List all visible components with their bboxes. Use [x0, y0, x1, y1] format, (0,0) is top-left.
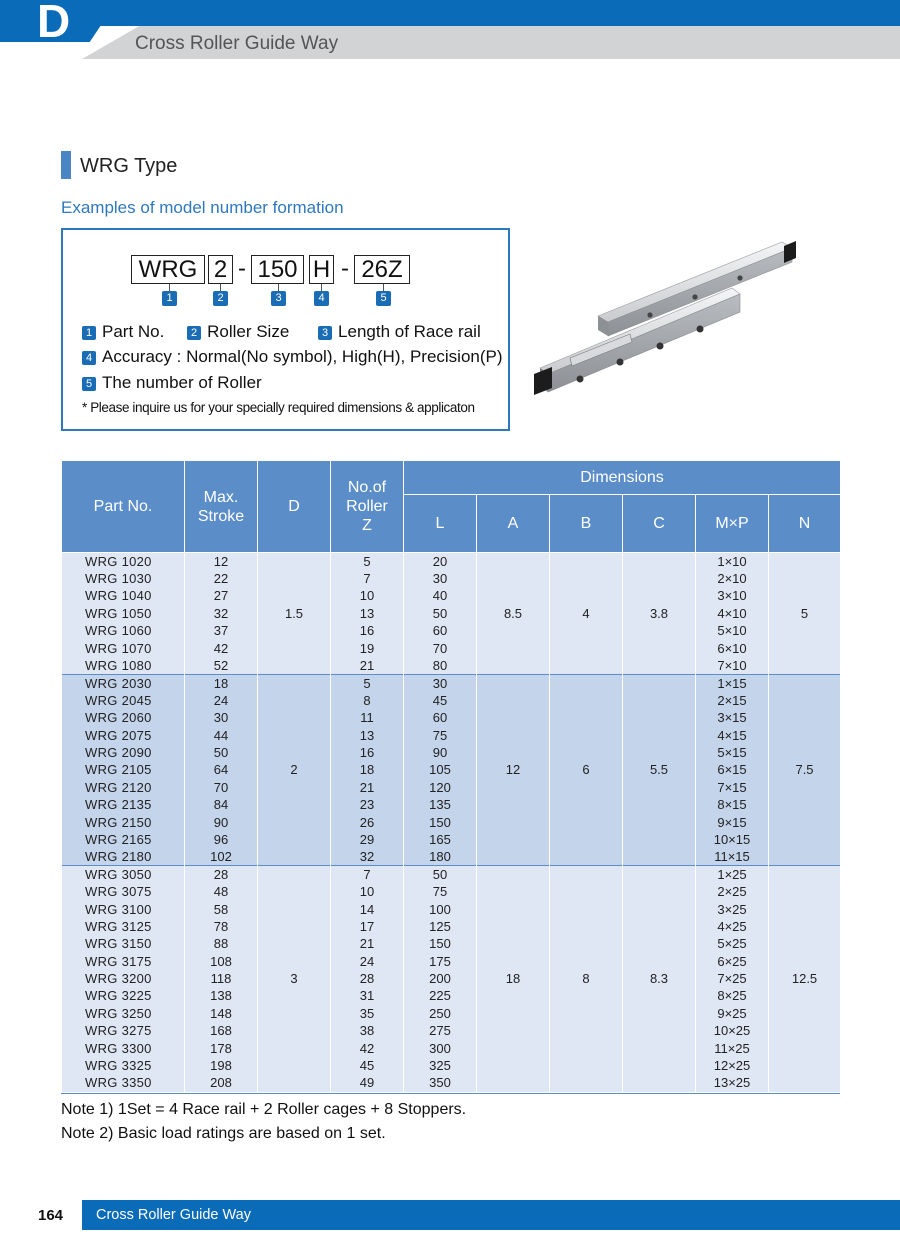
- cell-l: 60: [404, 622, 477, 639]
- table-row: [62, 553, 841, 570]
- cell-max-stroke: 30: [185, 709, 258, 726]
- legend-row: [82, 347, 503, 367]
- cell-mxp: 7×10: [696, 657, 769, 674]
- cell-max-stroke: 178: [185, 1039, 258, 1056]
- header-part-no: Part No.: [62, 461, 185, 553]
- cell-mxp: 6×25: [696, 952, 769, 969]
- table-row: [62, 726, 841, 743]
- header-l: L: [404, 495, 477, 553]
- cell-l: 90: [404, 744, 477, 761]
- section-marker: [61, 151, 71, 179]
- legend-text: Accuracy : Normal(No symbol), High(H), Precision(P): [102, 347, 503, 366]
- cell-n: 7.5: [769, 674, 841, 865]
- cell-max-stroke: 27: [185, 587, 258, 604]
- cell-mxp: 1×25: [696, 866, 769, 883]
- cell-mxp: 6×15: [696, 761, 769, 778]
- model-part-accuracy: H: [309, 255, 334, 284]
- header-c: C: [623, 495, 696, 553]
- table-row: [62, 1057, 841, 1074]
- cell-max-stroke: 84: [185, 796, 258, 813]
- cell-roller-count: 14: [331, 900, 404, 917]
- model-part-size: 2: [208, 255, 233, 284]
- header-text: No.of: [347, 479, 387, 496]
- number-badge: 2: [213, 291, 228, 306]
- cell-l: 350: [404, 1074, 477, 1091]
- table-bottom-rule: [61, 1093, 840, 1094]
- cell-roller-count: 49: [331, 1074, 404, 1091]
- cell-max-stroke: 42: [185, 639, 258, 656]
- cell-roller-count: 28: [331, 970, 404, 987]
- cell-part-no: WRG 3250: [62, 1005, 185, 1022]
- header-dimensions: Dimensions: [404, 461, 841, 495]
- cell-roller-count: 26: [331, 813, 404, 830]
- inquiry-note: * Please inquire us for your specially required dimensions & applicaton: [82, 400, 475, 415]
- header-title: Cross Roller Guide Way: [135, 33, 339, 54]
- cell-l: 60: [404, 709, 477, 726]
- cell-part-no: WRG 2165: [62, 831, 185, 848]
- cell-mxp: 3×15: [696, 709, 769, 726]
- cell-a: 8.5: [477, 553, 550, 675]
- model-number-box: [61, 228, 510, 431]
- cell-l: 80: [404, 657, 477, 674]
- cell-b: 4: [550, 553, 623, 675]
- cell-mxp: 2×25: [696, 883, 769, 900]
- header-b: B: [550, 495, 623, 553]
- cell-max-stroke: 24: [185, 692, 258, 709]
- cell-mxp: 5×10: [696, 622, 769, 639]
- cell-mxp: 2×10: [696, 570, 769, 587]
- section-subtitle: Examples of model number formation: [61, 198, 344, 217]
- cell-max-stroke: 50: [185, 744, 258, 761]
- cell-l: 325: [404, 1057, 477, 1074]
- table-row: [62, 918, 841, 935]
- cell-l: 30: [404, 570, 477, 587]
- table-row: [62, 692, 841, 709]
- cell-max-stroke: 22: [185, 570, 258, 587]
- cell-l: 50: [404, 605, 477, 622]
- table-row: [62, 970, 841, 987]
- legend-badge: 2: [187, 326, 201, 340]
- legend-badge: 1: [82, 326, 96, 340]
- table-row: [62, 883, 841, 900]
- cell-l: 165: [404, 831, 477, 848]
- header-band: [0, 0, 900, 26]
- cell-part-no: WRG 1060: [62, 622, 185, 639]
- table-row: [62, 622, 841, 639]
- cell-l: 275: [404, 1022, 477, 1039]
- cell-max-stroke: 52: [185, 657, 258, 674]
- cell-roller-count: 13: [331, 726, 404, 743]
- table-row: [62, 900, 841, 917]
- cell-b: 8: [550, 866, 623, 1092]
- legend-badge: 3: [318, 326, 332, 340]
- spec-table-body: [62, 553, 841, 1092]
- legend-text: Roller Size: [207, 322, 290, 341]
- cell-part-no: WRG 2030: [62, 674, 185, 691]
- page-number: 164: [38, 1207, 64, 1224]
- cell-max-stroke: 64: [185, 761, 258, 778]
- table-row: [62, 1022, 841, 1039]
- cell-max-stroke: 198: [185, 1057, 258, 1074]
- table-row: [62, 796, 841, 813]
- cell-max-stroke: 48: [185, 883, 258, 900]
- table-row: [62, 1039, 841, 1056]
- cell-mxp: 4×25: [696, 918, 769, 935]
- cross-roller-rail-illustration: [520, 228, 820, 408]
- cell-roller-count: 5: [331, 553, 404, 570]
- cell-part-no: WRG 3150: [62, 935, 185, 952]
- cell-n: 5: [769, 553, 841, 675]
- header-text: Z: [362, 517, 372, 534]
- cell-n: 12.5: [769, 866, 841, 1092]
- cell-l: 150: [404, 935, 477, 952]
- model-dash: -: [341, 255, 349, 282]
- cell-roller-count: 16: [331, 622, 404, 639]
- cell-l: 45: [404, 692, 477, 709]
- footer-title: Cross Roller Guide Way: [96, 1207, 251, 1223]
- chapter-letter: D: [37, 0, 71, 47]
- cell-max-stroke: 118: [185, 970, 258, 987]
- cell-mxp: 10×15: [696, 831, 769, 848]
- model-part-series: WRG: [131, 255, 205, 284]
- cell-roller-count: 21: [331, 779, 404, 796]
- cell-max-stroke: 58: [185, 900, 258, 917]
- cell-l: 120: [404, 779, 477, 796]
- cell-l: 100: [404, 900, 477, 917]
- cell-l: 50: [404, 866, 477, 883]
- cell-part-no: WRG 2060: [62, 709, 185, 726]
- table-row: [62, 813, 841, 830]
- cell-part-no: WRG 3050: [62, 866, 185, 883]
- cell-mxp: 5×25: [696, 935, 769, 952]
- cell-l: 70: [404, 639, 477, 656]
- cell-l: 180: [404, 848, 477, 865]
- table-row: [62, 779, 841, 796]
- cell-d: 2: [258, 674, 331, 865]
- cell-roller-count: 7: [331, 570, 404, 587]
- cell-roller-count: 29: [331, 831, 404, 848]
- cell-part-no: WRG 2105: [62, 761, 185, 778]
- cell-b: 6: [550, 674, 623, 865]
- cell-l: 75: [404, 883, 477, 900]
- cell-mxp: 13×25: [696, 1074, 769, 1091]
- cell-d: 3: [258, 866, 331, 1092]
- cell-mxp: 8×25: [696, 987, 769, 1004]
- cell-part-no: WRG 1050: [62, 605, 185, 622]
- table-row: [62, 639, 841, 656]
- cell-max-stroke: 70: [185, 779, 258, 796]
- cell-part-no: WRG 2045: [62, 692, 185, 709]
- cell-roller-count: 38: [331, 1022, 404, 1039]
- cell-part-no: WRG 3100: [62, 900, 185, 917]
- cell-l: 225: [404, 987, 477, 1004]
- cell-max-stroke: 138: [185, 987, 258, 1004]
- legend-text: The number of Roller: [102, 373, 262, 392]
- cell-l: 105: [404, 761, 477, 778]
- model-part-length: 150: [251, 255, 304, 284]
- cell-c: 5.5: [623, 674, 696, 865]
- cell-max-stroke: 108: [185, 952, 258, 969]
- cell-l: 200: [404, 970, 477, 987]
- table-row: [62, 987, 841, 1004]
- header-roller-count: [331, 461, 404, 553]
- cell-roller-count: 17: [331, 918, 404, 935]
- header-d: D: [258, 461, 331, 553]
- cell-roller-count: 11: [331, 709, 404, 726]
- cell-l: 20: [404, 553, 477, 570]
- number-badge: 5: [376, 291, 391, 306]
- cell-part-no: WRG 3200: [62, 970, 185, 987]
- legend-badge: 5: [82, 377, 96, 391]
- table-row: [62, 587, 841, 604]
- cell-roller-count: 10: [331, 587, 404, 604]
- cell-part-no: WRG 2075: [62, 726, 185, 743]
- cell-max-stroke: 37: [185, 622, 258, 639]
- cell-c: 3.8: [623, 553, 696, 675]
- model-part-rollers: 26Z: [354, 255, 410, 284]
- cell-part-no: WRG 1080: [62, 657, 185, 674]
- cell-mxp: 9×25: [696, 1005, 769, 1022]
- cell-max-stroke: 32: [185, 605, 258, 622]
- cell-c: 8.3: [623, 866, 696, 1092]
- spec-table: [61, 460, 841, 1092]
- cell-part-no: WRG 1040: [62, 587, 185, 604]
- cell-max-stroke: 28: [185, 866, 258, 883]
- cell-max-stroke: 44: [185, 726, 258, 743]
- cell-part-no: WRG 1020: [62, 553, 185, 570]
- cell-part-no: WRG 2180: [62, 848, 185, 865]
- header-mxp: M×P: [696, 495, 769, 553]
- cell-roller-count: 21: [331, 935, 404, 952]
- cell-roller-count: 19: [331, 639, 404, 656]
- cell-mxp: 7×25: [696, 970, 769, 987]
- cell-max-stroke: 102: [185, 848, 258, 865]
- legend-badge: 4: [82, 351, 96, 365]
- cell-mxp: 4×15: [696, 726, 769, 743]
- table-row: [62, 744, 841, 761]
- table-row: [62, 605, 841, 622]
- cell-mxp: 12×25: [696, 1057, 769, 1074]
- cell-mxp: 1×10: [696, 553, 769, 570]
- model-dash: -: [238, 255, 246, 282]
- section-title: WRG Type: [80, 155, 178, 177]
- header-text: Roller: [346, 498, 388, 515]
- cell-part-no: WRG 3300: [62, 1039, 185, 1056]
- cell-l: 150: [404, 813, 477, 830]
- cell-part-no: WRG 2090: [62, 744, 185, 761]
- cell-l: 125: [404, 918, 477, 935]
- cell-roller-count: 10: [331, 883, 404, 900]
- table-row: [62, 674, 841, 691]
- cell-part-no: WRG 2135: [62, 796, 185, 813]
- header-a: A: [477, 495, 550, 553]
- table-row: [62, 952, 841, 969]
- cell-mxp: 3×25: [696, 900, 769, 917]
- cell-roller-count: 24: [331, 952, 404, 969]
- cell-a: 12: [477, 674, 550, 865]
- cell-mxp: 1×15: [696, 674, 769, 691]
- cell-part-no: WRG 3325: [62, 1057, 185, 1074]
- note-1: Note 1) 1Set = 4 Race rail + 2 Roller cages + 8 Stoppers.: [61, 1101, 467, 1118]
- cell-mxp: 11×15: [696, 848, 769, 865]
- legend-text: Part No.: [102, 322, 165, 341]
- cell-max-stroke: 18: [185, 674, 258, 691]
- cell-part-no: WRG 1030: [62, 570, 185, 587]
- cell-mxp: 6×10: [696, 639, 769, 656]
- cell-l: 75: [404, 726, 477, 743]
- header-text: Max.: [203, 488, 239, 506]
- table-row: [62, 831, 841, 848]
- table-row: [62, 866, 841, 883]
- table-row: [62, 570, 841, 587]
- cell-max-stroke: 208: [185, 1074, 258, 1091]
- cell-mxp: 9×15: [696, 813, 769, 830]
- cell-part-no: WRG 3075: [62, 883, 185, 900]
- cell-part-no: WRG 1070: [62, 639, 185, 656]
- table-row: [62, 935, 841, 952]
- cell-part-no: WRG 2150: [62, 813, 185, 830]
- cell-max-stroke: 168: [185, 1022, 258, 1039]
- cell-mxp: 2×15: [696, 692, 769, 709]
- cell-part-no: WRG 3125: [62, 918, 185, 935]
- cell-mxp: 3×10: [696, 587, 769, 604]
- cell-l: 135: [404, 796, 477, 813]
- number-badge: 1: [162, 291, 177, 306]
- cell-roller-count: 21: [331, 657, 404, 674]
- cell-a: 18: [477, 866, 550, 1092]
- table-row: [62, 709, 841, 726]
- cell-part-no: WRG 3350: [62, 1074, 185, 1091]
- legend-row: [82, 373, 262, 393]
- cell-roller-count: 18: [331, 761, 404, 778]
- cell-l: 250: [404, 1005, 477, 1022]
- cell-max-stroke: 78: [185, 918, 258, 935]
- cell-l: 300: [404, 1039, 477, 1056]
- header-n: N: [769, 495, 841, 553]
- cell-roller-count: 45: [331, 1057, 404, 1074]
- cell-part-no: WRG 3175: [62, 952, 185, 969]
- cell-max-stroke: 148: [185, 1005, 258, 1022]
- number-badge: 3: [271, 291, 286, 306]
- cell-mxp: 7×15: [696, 779, 769, 796]
- table-row: [62, 848, 841, 865]
- table-row: [62, 1074, 841, 1091]
- number-badge: 4: [314, 291, 329, 306]
- cell-mxp: 11×25: [696, 1039, 769, 1056]
- cell-roller-count: 5: [331, 674, 404, 691]
- cell-roller-count: 8: [331, 692, 404, 709]
- cell-l: 30: [404, 674, 477, 691]
- note-2: Note 2) Basic load ratings are based on 1 set.: [61, 1125, 386, 1142]
- legend-text: Length of Race rail: [338, 322, 481, 341]
- cell-roller-count: 31: [331, 987, 404, 1004]
- cell-mxp: 8×15: [696, 796, 769, 813]
- cell-part-no: WRG 3275: [62, 1022, 185, 1039]
- cell-mxp: 4×10: [696, 605, 769, 622]
- cell-d: 1.5: [258, 553, 331, 675]
- cell-roller-count: 35: [331, 1005, 404, 1022]
- cell-roller-count: 16: [331, 744, 404, 761]
- cell-roller-count: 42: [331, 1039, 404, 1056]
- table-row: [62, 657, 841, 674]
- header-max-stroke: [185, 461, 258, 553]
- cell-roller-count: 23: [331, 796, 404, 813]
- cell-roller-count: 7: [331, 866, 404, 883]
- cell-max-stroke: 90: [185, 813, 258, 830]
- cell-part-no: WRG 3225: [62, 987, 185, 1004]
- cell-l: 175: [404, 952, 477, 969]
- table-row: [62, 761, 841, 778]
- cell-roller-count: 13: [331, 605, 404, 622]
- legend-row: [82, 322, 481, 342]
- cell-roller-count: 32: [331, 848, 404, 865]
- header-text: Stroke: [197, 507, 245, 525]
- cell-part-no: WRG 2120: [62, 779, 185, 796]
- cell-l: 40: [404, 587, 477, 604]
- cell-max-stroke: 96: [185, 831, 258, 848]
- cell-max-stroke: 12: [185, 553, 258, 570]
- cell-mxp: 10×25: [696, 1022, 769, 1039]
- cell-max-stroke: 88: [185, 935, 258, 952]
- table-row: [62, 1005, 841, 1022]
- cell-mxp: 5×15: [696, 744, 769, 761]
